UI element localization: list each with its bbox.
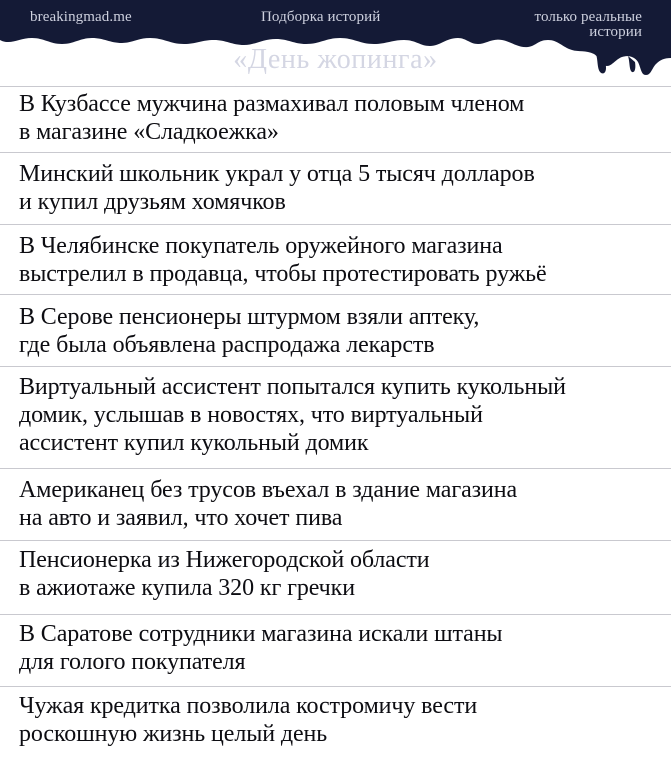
story-line: Американец без трусов въехал в здание магазина [19, 477, 518, 503]
story-item[interactable] [0, 546, 671, 602]
story-item[interactable] [0, 303, 671, 359]
divider [0, 294, 671, 295]
story-item[interactable] [0, 232, 671, 288]
story-line: Минский школьник украл у отца 5 тысяч долларов [19, 161, 535, 187]
story-line: В Челябинске покупатель оружейного магазина [19, 233, 503, 259]
story-line: В Саратове сотрудники магазина искали штаны [19, 621, 503, 647]
story-line: Виртуальный ассистент попытался купить кукольный [19, 374, 566, 400]
story-line: и купил друзьям хомячков [19, 189, 286, 215]
story-item[interactable] [0, 476, 671, 532]
story-item[interactable] [0, 620, 671, 676]
story-line: роскошную жизнь целый день [19, 721, 328, 747]
divider [0, 152, 671, 153]
divider [0, 686, 671, 687]
story-line: для голого покупателя [19, 649, 246, 675]
story-line: Чужая кредитка позволила костромичу вести [19, 693, 478, 719]
divider [0, 468, 671, 469]
story-line: выстрелил в продавца, чтобы протестировать ружьё [19, 261, 547, 287]
story-line: Пенсионерка из Нижегородской области [19, 547, 430, 573]
story-line: на авто и заявил, что хочет пива [19, 505, 343, 531]
story-line: В Кузбассе мужчина размахивал половым членом [19, 91, 525, 117]
divider [0, 614, 671, 615]
divider [0, 366, 671, 367]
story-line: В Серове пенсионеры штурмом взяли аптеку, [19, 304, 480, 330]
story-item[interactable] [0, 373, 671, 457]
tagline-line-1: только реальные [534, 9, 642, 25]
site-name[interactable]: breakingmad.me [30, 9, 132, 25]
collection-label: Подборка историй [261, 9, 381, 25]
story-line: в ажиотаже купила 320 кг гречки [19, 575, 355, 601]
story-line: ассистент купил кукольный домик [19, 430, 369, 456]
divider [0, 86, 671, 87]
divider [0, 540, 671, 541]
story-line: в магазине «Сладкоежка» [19, 119, 279, 145]
story-item[interactable] [0, 692, 671, 748]
story-line: где была объявлена распродажа лекарств [19, 332, 435, 358]
collection-title: «День жопинга» [233, 44, 438, 75]
divider [0, 224, 671, 225]
story-item[interactable] [0, 90, 671, 146]
story-item[interactable] [0, 160, 671, 216]
tagline [482, 10, 642, 40]
tagline-line-2: истории [589, 24, 642, 40]
story-line: домик, услышав в новостях, что виртуальный [19, 402, 483, 428]
